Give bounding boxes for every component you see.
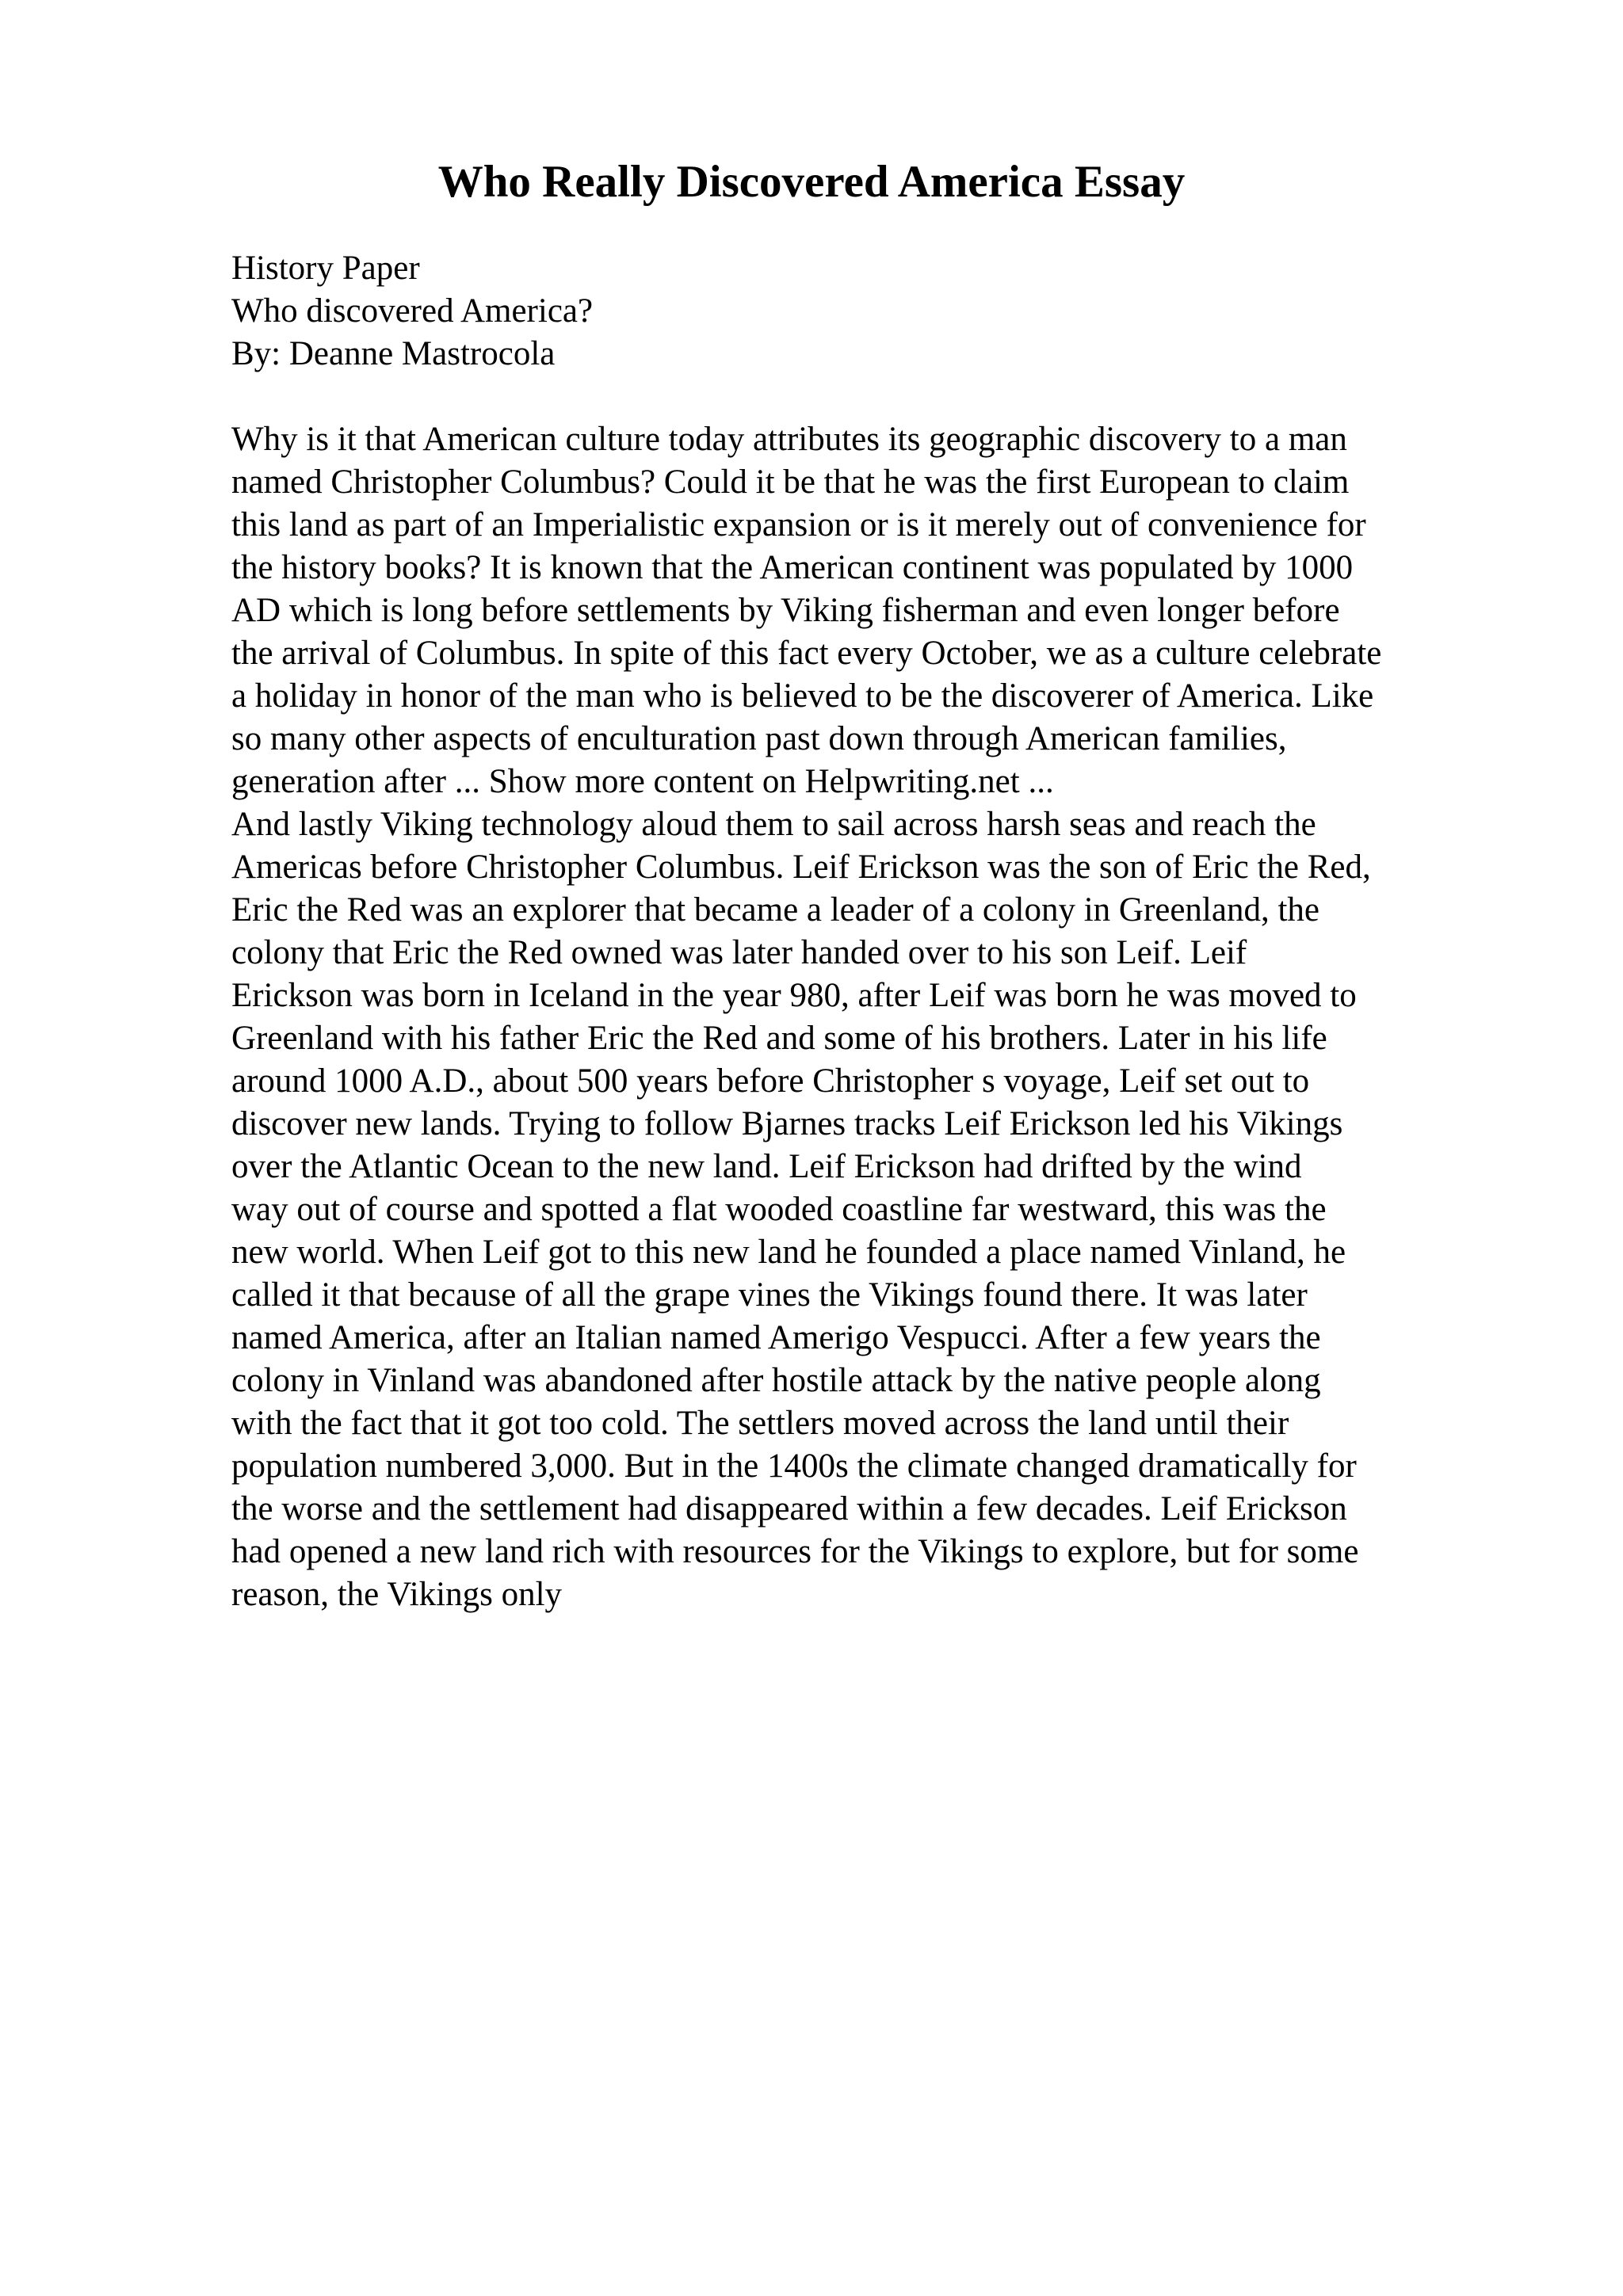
paragraph-gap <box>231 376 1509 418</box>
text-line: discover new lands. Trying to follow Bjarnes tracks Leif Erickson led his Vikings <box>231 1105 1343 1142</box>
text-line: colony in Vinland was abandoned after hostile attack by the native people along <box>231 1362 1321 1399</box>
text-line: way out of course and spotted a flat wooded coastline far westward, this was the <box>231 1191 1327 1228</box>
text-line: named America, after an Italian named Amerigo Vespucci. After a few years the <box>231 1319 1321 1356</box>
text-line: Erickson was born in Iceland in the year 980, after Leif was born he was moved to <box>231 977 1357 1014</box>
header-author: By: Deanne Mastrocola <box>231 335 556 372</box>
text-line: And lastly Viking technology aloud them to sail across harsh seas and reach the <box>231 806 1316 843</box>
paragraph-2 <box>231 803 1509 1616</box>
header-block <box>231 247 1509 376</box>
text-line: generation after ... Show more content on Helpwriting.net ... <box>231 763 1054 800</box>
text-line: new world. When Leif got to this new land he founded a place named Vinland, he <box>231 1234 1346 1271</box>
text-line: so many other aspects of enculturation past down through American families, <box>231 720 1287 757</box>
text-line: over the Atlantic Ocean to the new land. Leif Erickson had drifted by the wind <box>231 1148 1302 1185</box>
text-line: a holiday in honor of the man who is believed to be the discoverer of America. Like <box>231 677 1374 715</box>
text-line: this land as part of an Imperialistic expansion or is it merely out of convenience for <box>231 506 1366 543</box>
text-line: around 1000 A.D., about 500 years before Christopher s voyage, Leif set out to <box>231 1062 1310 1100</box>
text-line: the worse and the settlement had disappeared within a few decades. Leif Erickson <box>231 1490 1347 1527</box>
text-line: named Christopher Columbus? Could it be that he was the first European to claim <box>231 463 1350 501</box>
header-subject: History Paper <box>231 250 420 287</box>
text-line: with the fact that it got too cold. The settlers moved across the land until their <box>231 1405 1289 1442</box>
document-title: Who Really Discovered America Essay <box>437 157 1186 207</box>
text-line: colony that Eric the Red owned was later handed over to his son Leif. Leif <box>231 934 1247 971</box>
text-line: reason, the Vikings only <box>231 1576 563 1613</box>
document-body <box>231 247 1509 1616</box>
text-line: Americas before Christopher Columbus. Leif Erickson was the son of Eric the Red, <box>231 849 1371 886</box>
text-line: the history books? It is known that the American continent was populated by 1000 <box>231 549 1354 586</box>
text-line: AD which is long before settlements by Viking fisherman and even longer before <box>231 592 1340 629</box>
text-line: had opened a new land rich with resources for the Vikings to explore, but for some <box>231 1533 1359 1570</box>
header-topic: Who discovered America? <box>231 292 594 330</box>
text-line: called it that because of all the grape vines the Vikings found there. It was later <box>231 1276 1308 1314</box>
text-line: Greenland with his father Eric the Red and some of his brothers. Later in his life <box>231 1020 1327 1057</box>
paragraph-1 <box>231 418 1509 803</box>
text-line: the arrival of Columbus. In spite of this fact every October, we as a culture celebrate <box>231 635 1382 672</box>
text-line: Eric the Red was an explorer that became a leader of a colony in Greenland, the <box>231 891 1319 929</box>
text-line: population numbered 3,000. But in the 1400s the climate changed dramatically for <box>231 1447 1357 1485</box>
text-line: Why is it that American culture today attributes its geographic discovery to a man <box>231 421 1347 458</box>
